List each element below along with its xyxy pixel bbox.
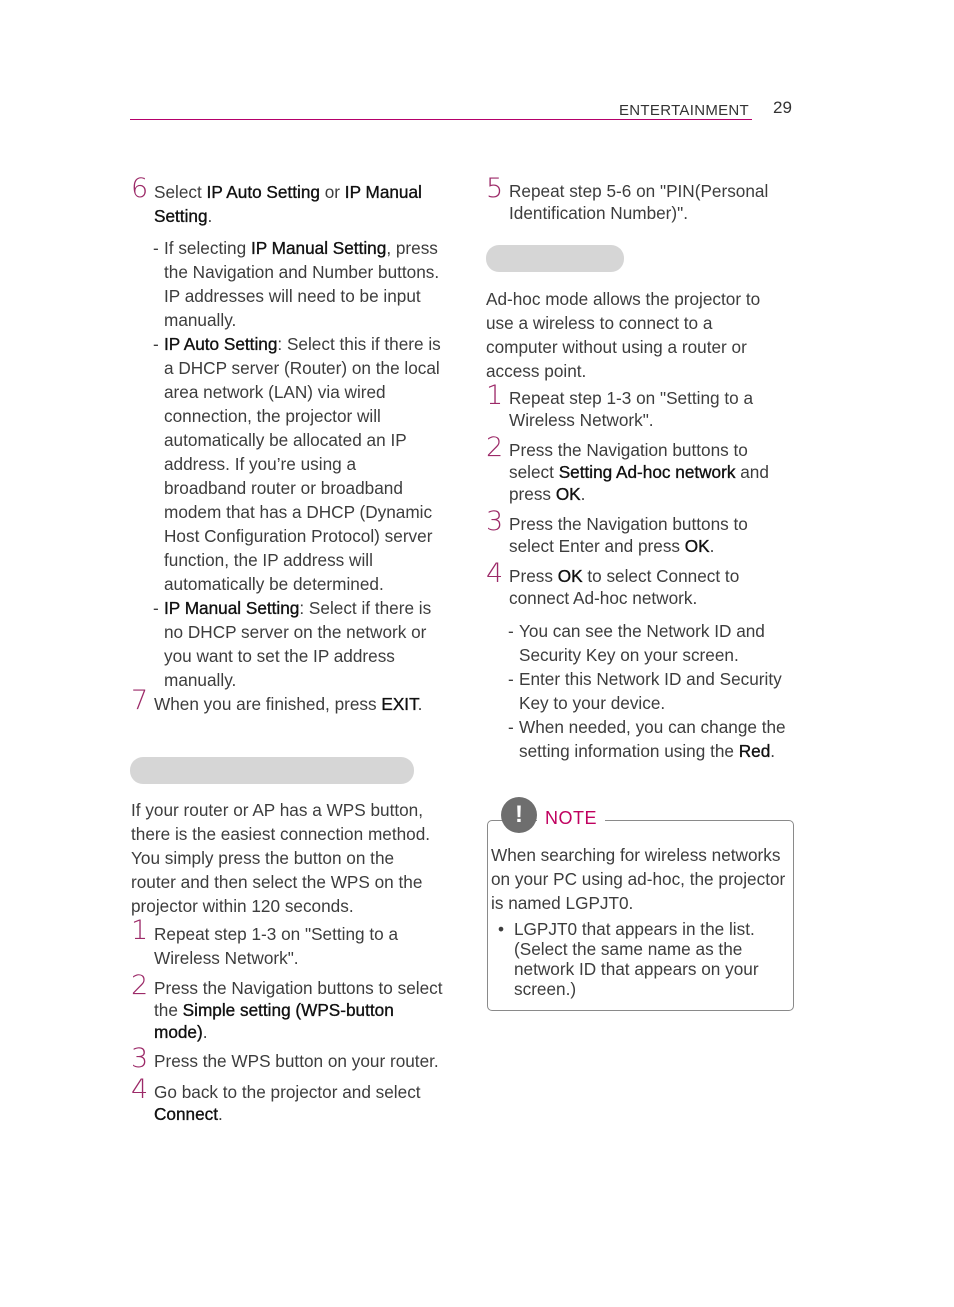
section-heading-bar xyxy=(486,245,624,272)
step-number: 7 xyxy=(131,685,149,716)
adhoc-step-3: 3 Press the Navigation buttons to select Enter and press OK. xyxy=(486,506,748,556)
note-text: When searching for wireless networks on your PC using ad-hoc, the projector is named LGPJT0. xyxy=(491,845,786,913)
sub-item: - IP Auto Setting: Select this if there is a DHCP server (Router) on the local area network (LAN) via wired connection, the projector will automatically be allocated an IP address. If you’re using a broadband router or broadband modem that has a DHCP (Dynamic Host Configuration Protocol) server function, the IP address will automatically be determined. xyxy=(153,334,441,594)
header-rule xyxy=(130,119,752,120)
adhoc-step-4-details xyxy=(486,619,786,763)
step-5: 5 Repeat step 5-6 on "PIN(Personal Identification Number)". xyxy=(486,173,769,223)
adhoc-step-1: 1 Repeat step 1-3 on "Setting to a Wireless Network". xyxy=(486,380,754,430)
sub-item: - If selecting IP Manual Setting, press the Navigation and Number buttons. IP addresses will need to be input manually. xyxy=(153,238,440,330)
left-column xyxy=(131,173,441,716)
note-body xyxy=(491,843,787,999)
right-column-adhoc xyxy=(486,287,786,763)
sub-item: - IP Manual Setting: Select if there is no DHCP server on the network or you want to set the IP address manually. xyxy=(153,598,432,690)
sub-item: - You can see the Network ID and Security Key on your screen. xyxy=(508,621,765,665)
exclamation-icon: ! xyxy=(501,797,537,833)
bullet-icon: • xyxy=(498,919,505,939)
adhoc-step-4: 4 Press OK to select Connect to connect Ad-hoc network. xyxy=(486,558,740,608)
menu-term: IP Auto Setting xyxy=(206,182,320,202)
step-6: 6 Select IP Auto Setting or IP Manual Setting. xyxy=(131,173,422,226)
page-number: 29 xyxy=(773,98,792,117)
note-title: NOTE xyxy=(537,808,605,829)
step-7: 7 When you are finished, press EXIT. xyxy=(131,685,423,716)
wps-step-1: 1 Repeat step 1-3 on "Setting to a Wireless Network". xyxy=(131,915,399,968)
right-column-top xyxy=(486,173,786,224)
note-bullet: • LGPJT0 that appears in the list. (Select the same name as the network ID that appears on your screen.) xyxy=(498,919,759,999)
adhoc-intro: Ad-hoc mode allows the projector to use a wireless to connect to a computer without using a router or access point. xyxy=(486,289,761,381)
section-heading-bar xyxy=(130,757,414,784)
wps-step-3: 3 Press the WPS button on your router. xyxy=(131,1043,439,1074)
sub-item: - When needed, you can change the setting information using the Red. xyxy=(508,717,786,761)
step-number: 6 xyxy=(131,173,149,204)
sub-item: - Enter this Network ID and Security Key to your device. xyxy=(508,669,782,713)
running-header-section: ENTERTAINMENT xyxy=(619,102,750,119)
left-column-wps xyxy=(131,798,443,1125)
wps-step-4: 4 Go back to the projector and select Connect. xyxy=(131,1074,421,1124)
step-6-details xyxy=(131,236,441,692)
wps-step-2: 2 Press the Navigation buttons to select the Simple setting (WPS-button mode). xyxy=(131,970,443,1042)
adhoc-step-2: 2 Press the Navigation buttons to select Setting Ad-hoc network and press OK. xyxy=(486,432,769,504)
wps-intro: If your router or AP has a WPS button, there is the easiest connection method. You simply press the button on the router and then select the WPS on the projector within 120 seconds. xyxy=(131,800,431,916)
menu-term: IP Manual Setting xyxy=(154,182,422,226)
